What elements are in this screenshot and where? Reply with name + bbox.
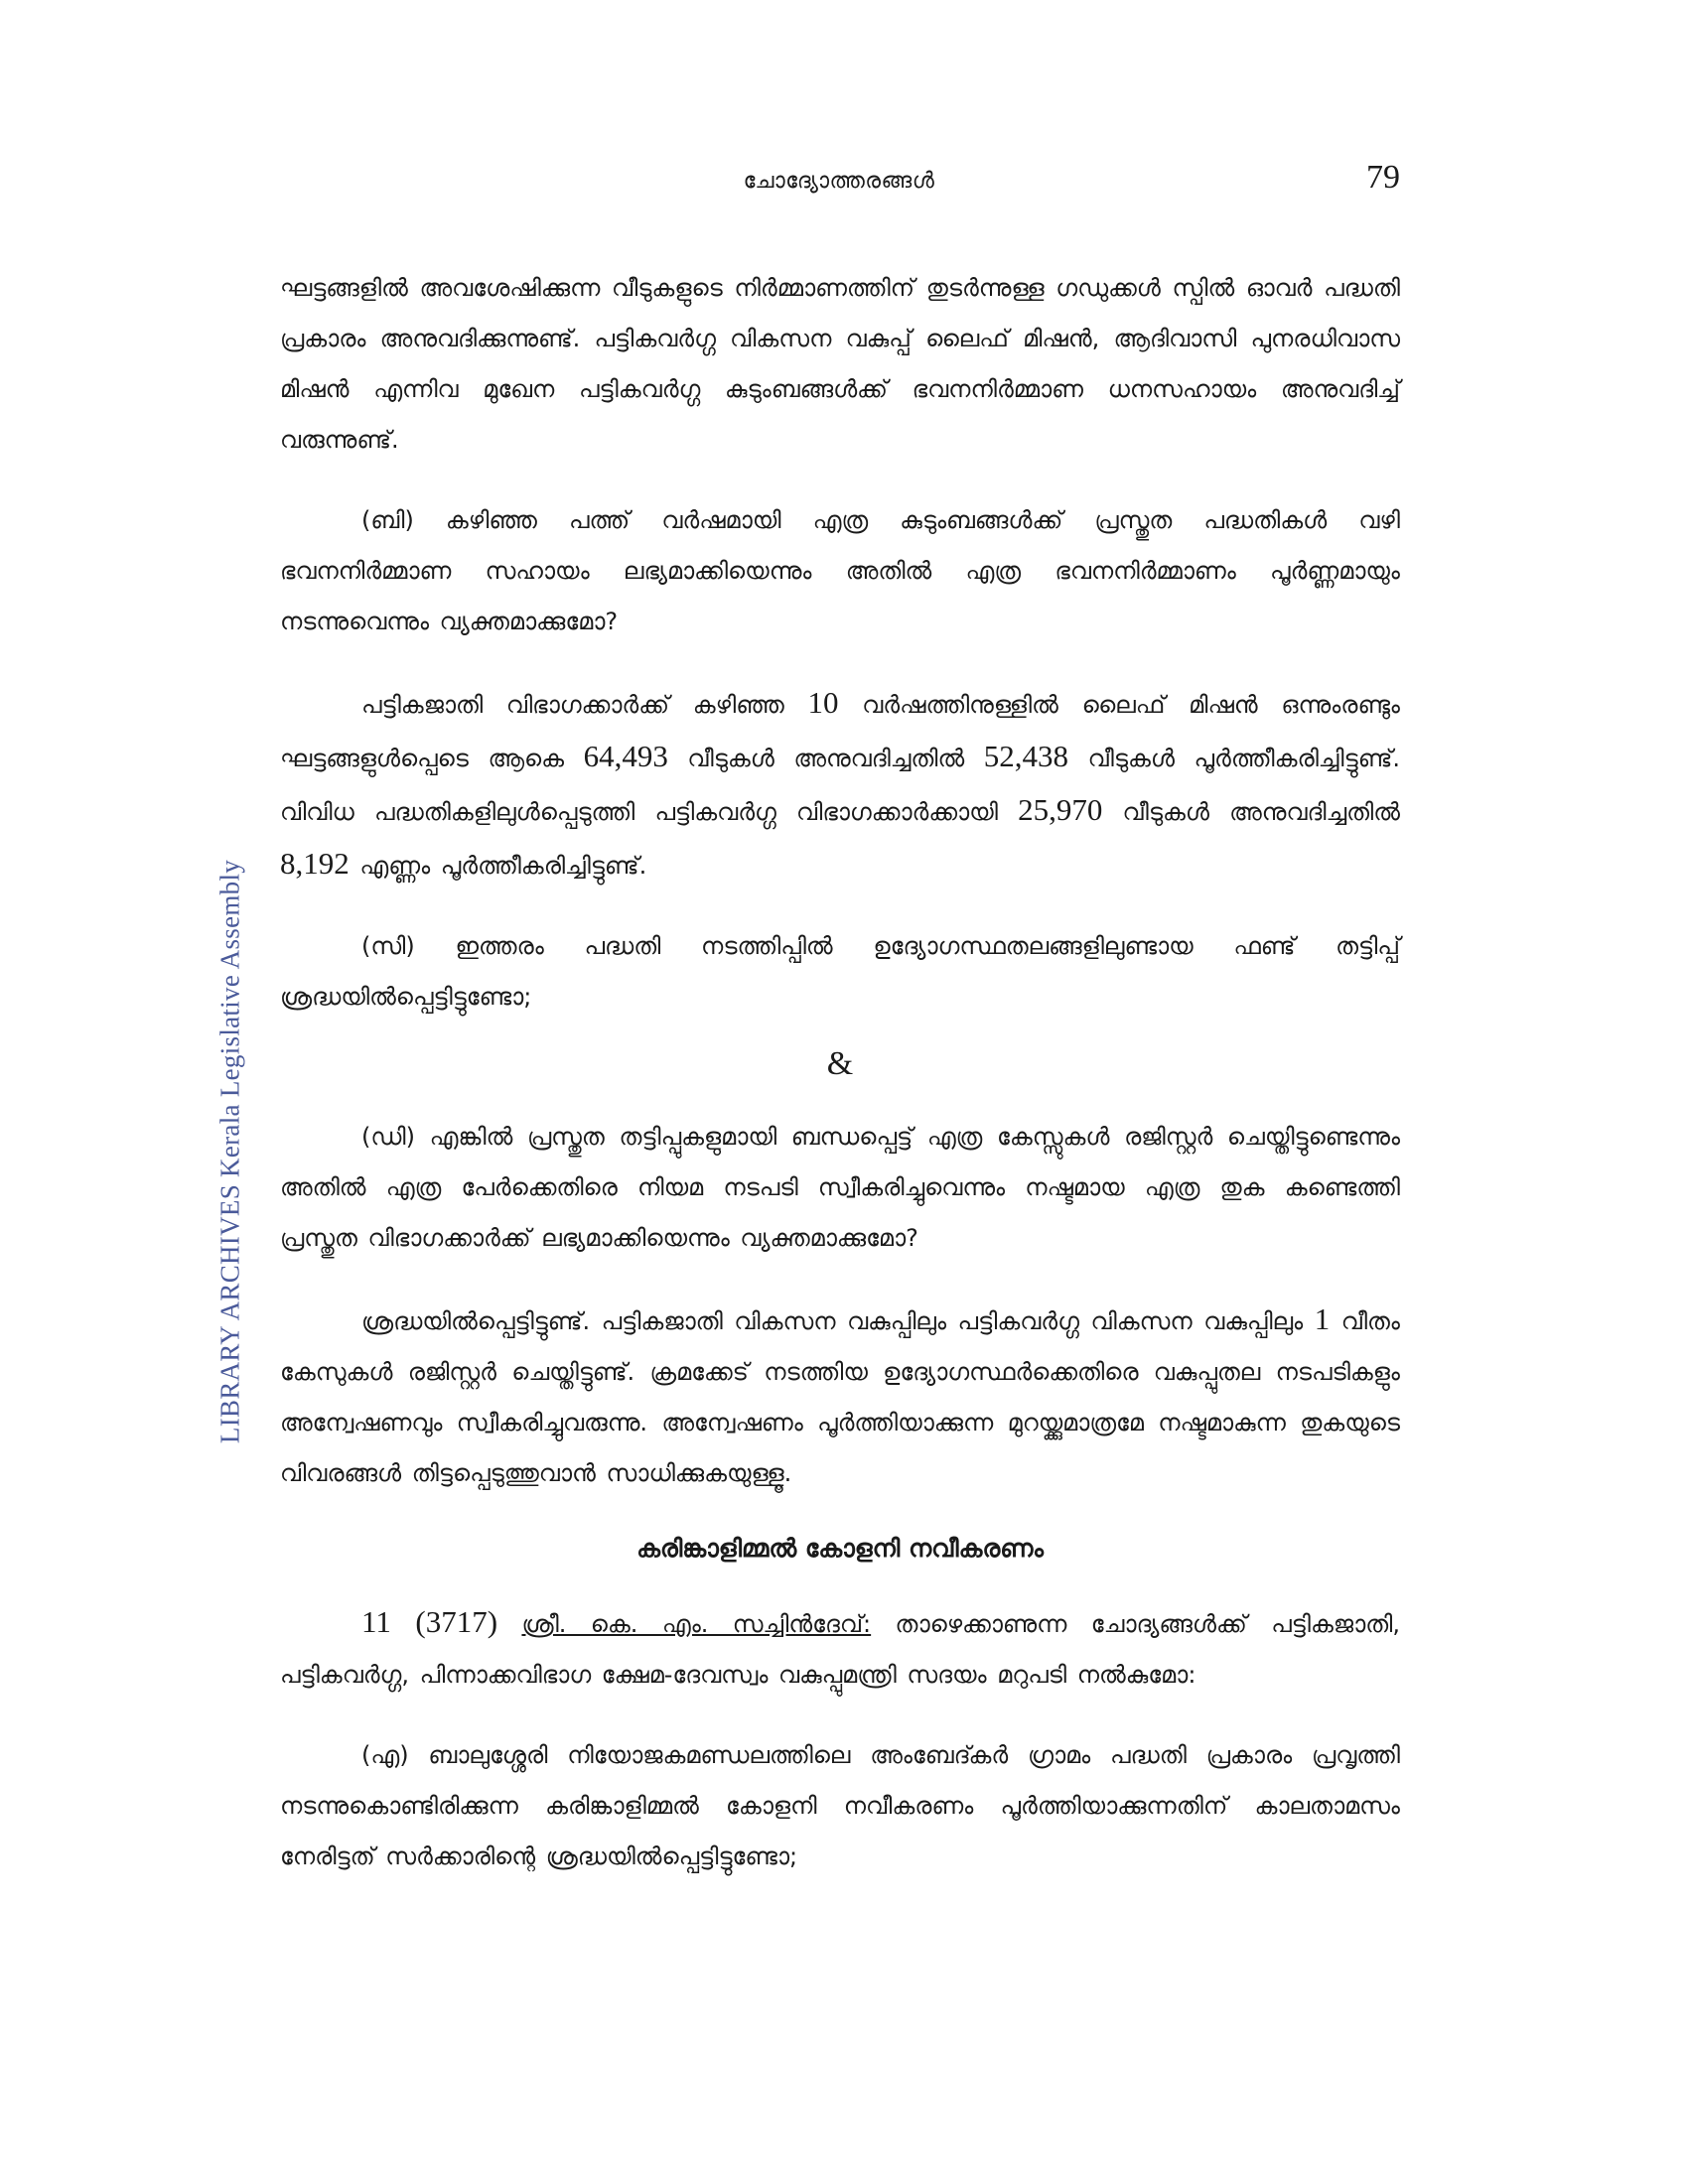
page-number: 79 <box>1366 159 1400 196</box>
answer-b-text-5: വീടുകൾ അനുവദിച്ചതിൽ <box>1102 798 1400 826</box>
question-b: (ബി) കഴിഞ്ഞ പത്ത് വർഷമായി എത്ര കുടുംബങ്ങൾക്ക് പ്രസ്തുത പദ്ധതികൾ വഴി ഭവനനിർമ്മാണ സഹായം ലഭ്യമാക്കിയെന്നും അതിൽ എത്ര ഭവനനിർമ്മാണം പൂർണ്ണമായും നടന്നുവെന്നും വ്യക്തമാക്കുമോ? <box>280 506 1400 635</box>
ampersand-separator: & <box>826 1045 854 1082</box>
page-header <box>278 159 1400 208</box>
answer-b-text-3: വീടുകൾ അനുവദിച്ചതിൽ <box>667 745 984 772</box>
answer-b-number-sanctioned-sc: 64,493 <box>583 739 668 773</box>
question-11-intro <box>280 1596 1400 1701</box>
answer-b-number-sanctioned-st: 25,970 <box>1018 792 1103 827</box>
answer-b <box>280 677 1400 891</box>
watermark-text: LIBRARY ARCHIVES Kerala Legislative Assembly <box>214 859 245 1444</box>
answer-b-text-1: പട്ടികജാതി വിഭാഗക്കാർക്ക് കഴിഞ്ഞ <box>361 691 808 719</box>
question-a: (എ) ബാലുശ്ശേരി നിയോജകമണ്ഡലത്തിലെ അംബേദ്കർ ഗ്രാമം പദ്ധതി പ്രകാരം പ്രവൃത്തി നടന്നുകൊണ്ടിരിക്കുന്ന കരിങ്കാളിമ്മൽ കോളനി നവീകരണം പൂർത്തിയാക്കുന്നതിന് കാലതാമസം നേരിട്ടത് സർക്കാരിന്റെ ശ്രദ്ധയിൽപ്പെട്ടിട്ടുണ്ടോ; <box>280 1741 1400 1870</box>
section-heading: കരിങ്കാളിമ്മൽ കോളനി നവീകരണം <box>636 1534 1044 1563</box>
answer-b-text-6: എണ്ണം പൂർത്തീകരിച്ചിട്ടുണ്ട്. <box>349 852 647 880</box>
answer-cd-text-2: വീതം കേസുകൾ രജിസ്റ്റർ ചെയ്തിട്ടുണ്ട്. ക്രമക്കേട് നടത്തിയ ഉദ്യോഗസ്ഥർക്കെതിരെ വകുപ്പുതല നടപടികളും അന്വേഷണവും സ്വീകരിച്ചുവരുന്നു. അന്വേഷണം പൂർത്തിയാക്കുന്ന മുറയ്ക്കുമാത്രമേ നഷ്ടമാകുന്ന തുകയുടെ വിവരങ്ങൾ തിട്ടപ്പെടുത്തുവാൻ സാധിക്കുകയുള്ളൂ. <box>280 1307 1400 1487</box>
answer-b-number-completed-sc: 52,438 <box>983 739 1069 773</box>
question-c: (സി) ഇത്തരം പദ്ധതി നടത്തിപ്പിൽ ഉദ്യോഗസ്ഥതലങ്ങളിലുണ്ടായ ഫണ്ട് തട്ടിപ്പ് ശ്രദ്ധയിൽപ്പെട്ടിട്ടുണ്ടോ; <box>280 932 1400 1011</box>
running-head: ചോദ്യോത്തരങ്ങൾ <box>743 169 935 194</box>
question-11-text: താഴെക്കാണുന്ന ചോദ്യങ്ങൾക്ക് പട്ടികജാതി, പട്ടികവർഗ്ഗ, പിന്നാക്കവിഭാഗ ക്ഷേമ-ദേവസ്വം വകുപ്പുമന്ത്രി സദയം മറുപടി നൽകുമോ: <box>280 1610 1400 1689</box>
answer-b-number-completed-st: 8,192 <box>280 846 350 881</box>
answer-b-text-4: വീടുകൾ പൂർത്തീകരിച്ചിട്ടുണ്ട്. വിവിധ പദ്ധതികളിലുൾപ്പെടുത്തി പട്ടികവർഗ്ഗ വിഭാഗക്കാർക്കായി <box>280 745 1400 826</box>
page-body <box>280 263 1400 1912</box>
answer-c-d <box>280 1294 1400 1499</box>
question-d: (ഡി) എങ്കിൽ പ്രസ്തുത തട്ടിപ്പുകളുമായി ബന്ധപ്പെട്ട് എത്ര കേസ്സുകൾ രജിസ്റ്റർ ചെയ്തിട്ടുണ്ടെന്നും അതിൽ എത്ര പേർക്കെതിരെ നിയമ നടപടി സ്വീകരിച്ചുവെന്നും നഷ്ടമായ എത്ര തുക കണ്ടെത്തി പ്രസ്തുത വിഭാഗക്കാർക്ക് ലഭ്യമാക്കിയെന്നും വ്യക്തമാക്കുമോ? <box>280 1123 1400 1252</box>
answer-cd-text-1: ശ്രദ്ധയിൽപ്പെട്ടിട്ടുണ്ട്. പട്ടികജാതി വികസന വകുപ്പിലും പട്ടികവർഗ്ഗ വികസന വകുപ്പിലും <box>361 1307 1315 1335</box>
answer-b-text-2: വർഷത്തിനുള്ളിൽ ലൈഫ് മിഷൻ ഒന്നുംരണ്ടും ഘട്ടങ്ങളുൾപ്പെടെ ആകെ <box>280 691 1400 772</box>
question-number: 11 (3717) <box>361 1604 498 1639</box>
continuation-paragraph: ഘട്ടങ്ങളിൽ അവശേഷിക്കുന്ന വീടുകളുടെ നിർമ്മാണത്തിന് തുടർന്നുള്ള ഗഡുക്കൾ സ്പിൽ ഓവർ പദ്ധതി പ്രകാരം അനുവദിക്കുന്നുണ്ട്. പട്ടികവർഗ്ഗ വികസന വകുപ്പ് ലൈഫ് മിഷൻ, ആദിവാസി പുനരധിവാസ മിഷൻ എന്നിവ മുഖേന പട്ടികവർഗ്ഗ കുടുംബങ്ങൾക്ക് ഭവനനിർമ്മാണ ധനസഹായം അനുവദിച്ച് വരുന്നുണ്ട്. <box>280 274 1400 454</box>
answer-b-number-years: 10 <box>807 685 839 720</box>
member-name: ശ്രീ. കെ. എം. സച്ചിൻദേവ്: <box>521 1610 872 1638</box>
answer-cd-number: 1 <box>1314 1301 1331 1336</box>
